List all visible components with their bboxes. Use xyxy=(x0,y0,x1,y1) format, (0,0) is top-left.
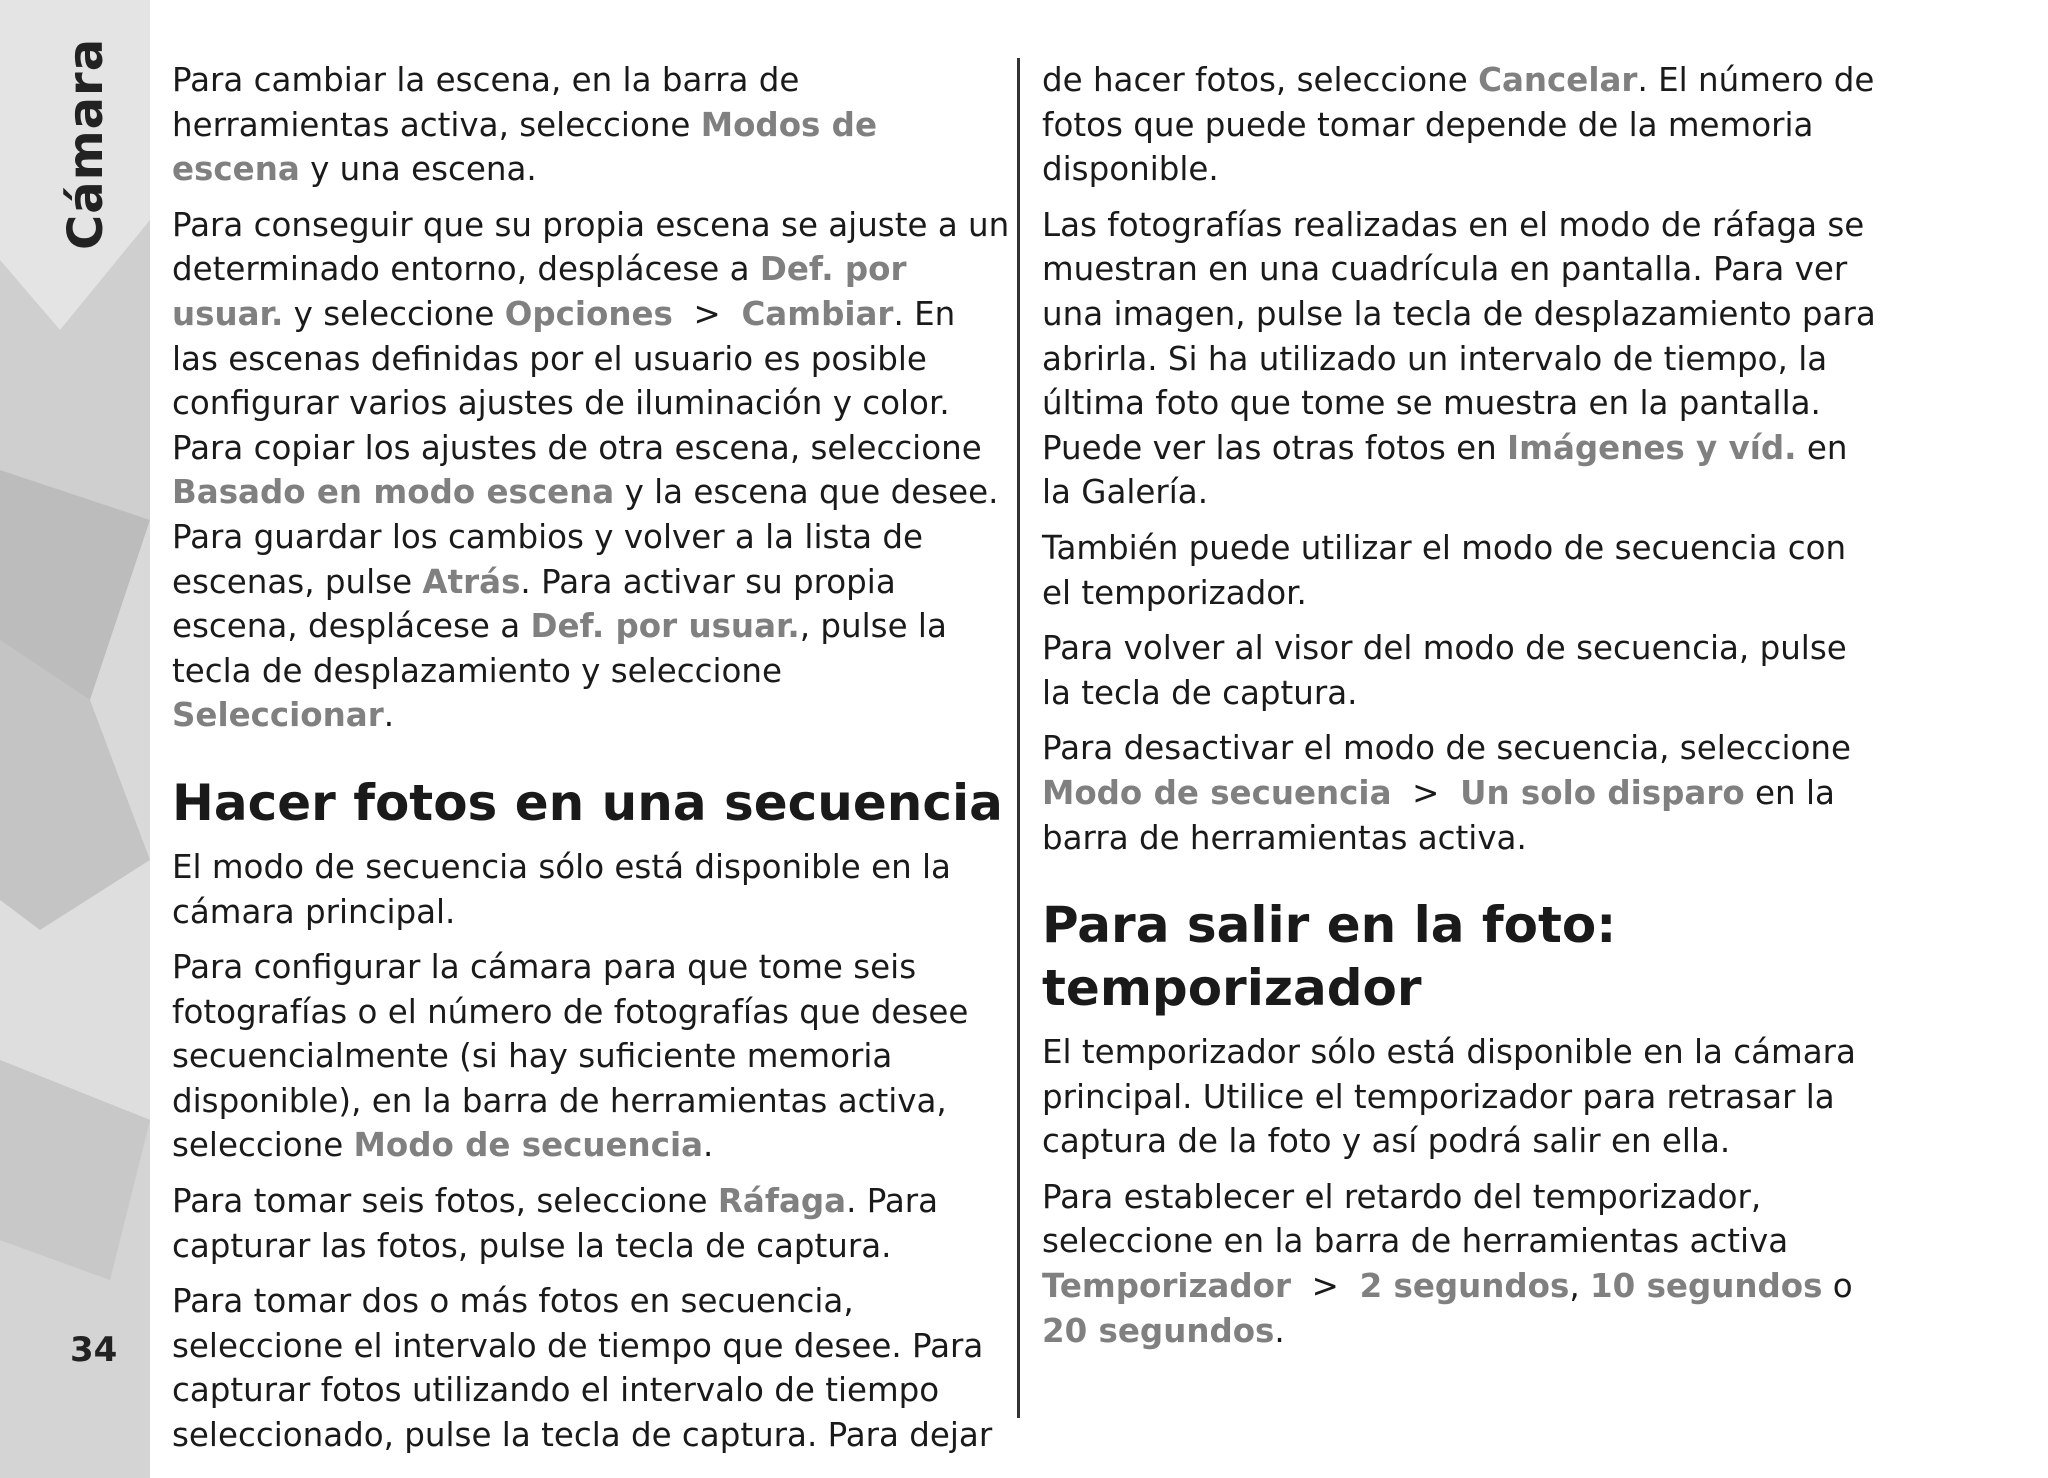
text: Para conseguir que su propia escena se ajuste a un determinado entorno, desplácese a xyxy=(172,205,1010,289)
paragraph xyxy=(172,1179,1010,1268)
text: y seleccione xyxy=(283,294,505,333)
menu-separator: > xyxy=(1391,773,1461,812)
chapter-sidebar xyxy=(0,0,150,1478)
ui-term: 20 segundos xyxy=(1042,1311,1275,1350)
paragraph: El modo de secuencia sólo está disponible en la cámara principal. xyxy=(172,847,951,931)
text: Para tomar seis fotos, seleccione xyxy=(172,1182,718,1221)
paragraph: Para tomar dos o más fotos en secuencia, seleccione el intervalo de tiempo que desee. Para capturar fotos utilizando el intervalo de tiempo seleccionado, pulse la tecla de captura. Para dejar xyxy=(172,1282,993,1455)
text: . Para activar su propia escena, desplácese a xyxy=(172,562,896,646)
text: en la barra de herramientas activa. xyxy=(1042,773,1835,857)
menu-separator: > xyxy=(1291,1267,1360,1306)
ui-term: Def. por usuar. xyxy=(172,250,907,333)
text: Para cambiar la escena, en la barra de herramientas activa, seleccione xyxy=(172,61,800,144)
text: . Para capturar las fotos, pulse la tecla de captura. xyxy=(172,1182,939,1265)
ui-term: Opciones xyxy=(504,294,673,333)
paragraph xyxy=(172,203,1010,738)
ui-term: 10 segundos xyxy=(1590,1267,1823,1306)
text: . xyxy=(383,696,395,735)
left-column xyxy=(172,58,1010,1469)
ui-term: Modo de secuencia xyxy=(1042,773,1392,812)
paragraph: También puede utilizar el modo de secuencia con el temporizador. xyxy=(1042,528,1847,612)
ui-term: Seleccionar xyxy=(172,696,384,735)
paragraph xyxy=(172,945,1010,1168)
text: . xyxy=(1274,1311,1285,1350)
paragraph xyxy=(1042,1175,1882,1353)
ui-term: Cambiar xyxy=(741,294,894,333)
text: Para configurar la cámara para que tome seis fotografías o el número de fotografías que desee secuencialmente (si hay suficiente memoria disponible), en la barra de herramientas activa, seleccione xyxy=(172,948,969,1165)
text: . El número de fotos que puede tomar depende de la memoria disponible. xyxy=(1042,61,1875,189)
paragraph xyxy=(1042,58,1882,192)
text: . En las escenas definidas por el usuario es posible configurar varios ajustes de iluminación y color. Para copiar los ajustes de otra escena, seleccione xyxy=(172,294,982,467)
text: y una escena. xyxy=(299,150,537,189)
ui-term: Def. por usuar. xyxy=(530,607,800,646)
ui-term: 2 segundos xyxy=(1359,1267,1570,1306)
text: Las fotografías realizadas en el modo de ráfaga se muestran en una cuadrícula en pantalla. Para ver una imagen, pulse la tecla de desplazamiento para abrirla. Si ha utilizado un intervalo de tiempo, la última foto que tome se muestra en la pantalla. Puede ver las otras fotos en xyxy=(1042,205,1876,467)
text: o xyxy=(1822,1267,1853,1306)
ui-term: Modos de escena xyxy=(172,105,877,189)
text: de hacer fotos, seleccione xyxy=(1042,61,1479,99)
text: en la Galería. xyxy=(1042,428,1848,512)
ui-term: Un solo disparo xyxy=(1460,773,1745,812)
paragraph xyxy=(1042,203,1882,515)
text: , pulse la tecla de desplazamiento y seleccione xyxy=(172,607,947,690)
text: . xyxy=(703,1126,714,1165)
paragraph: El temporizador sólo está disponible en la cámara principal. Utilice el temporizador para retrasar la captura de la foto y así podrá salir en ella. xyxy=(1042,1033,1856,1161)
ui-term: Modo de secuencia xyxy=(353,1126,704,1165)
text: Para establecer el retardo del temporizador, seleccione en la barra de herramientas activa xyxy=(1042,1177,1789,1261)
menu-separator: > xyxy=(672,294,742,333)
text: y la escena que desee. Para guardar los cambios y volver a la lista de escenas, pulse xyxy=(172,473,999,601)
text: , xyxy=(1569,1267,1591,1306)
ui-term: Atrás xyxy=(422,562,521,601)
paragraph xyxy=(172,58,1010,192)
paragraph xyxy=(1042,726,1882,860)
ui-term: Temporizador xyxy=(1042,1267,1291,1306)
section-heading: Hacer fotos en una secuencia xyxy=(172,773,1003,832)
ui-term: Cancelar xyxy=(1478,61,1638,99)
section-heading: Para salir en la foto: temporizador xyxy=(1042,896,1617,1018)
ui-term: Basado en modo escena xyxy=(172,473,615,512)
right-column xyxy=(1042,58,1882,1364)
ui-term: Imágenes y víd. xyxy=(1507,428,1797,467)
chapter-title: Cámara xyxy=(58,37,114,250)
ui-term: Ráfaga xyxy=(717,1182,847,1221)
column-divider xyxy=(1017,58,1020,1418)
text: Para desactivar el modo de secuencia, seleccione xyxy=(1042,729,1851,768)
paragraph: Para volver al visor del modo de secuencia, pulse la tecla de captura. xyxy=(1042,629,1847,712)
page-number: 34 xyxy=(70,1330,118,1370)
